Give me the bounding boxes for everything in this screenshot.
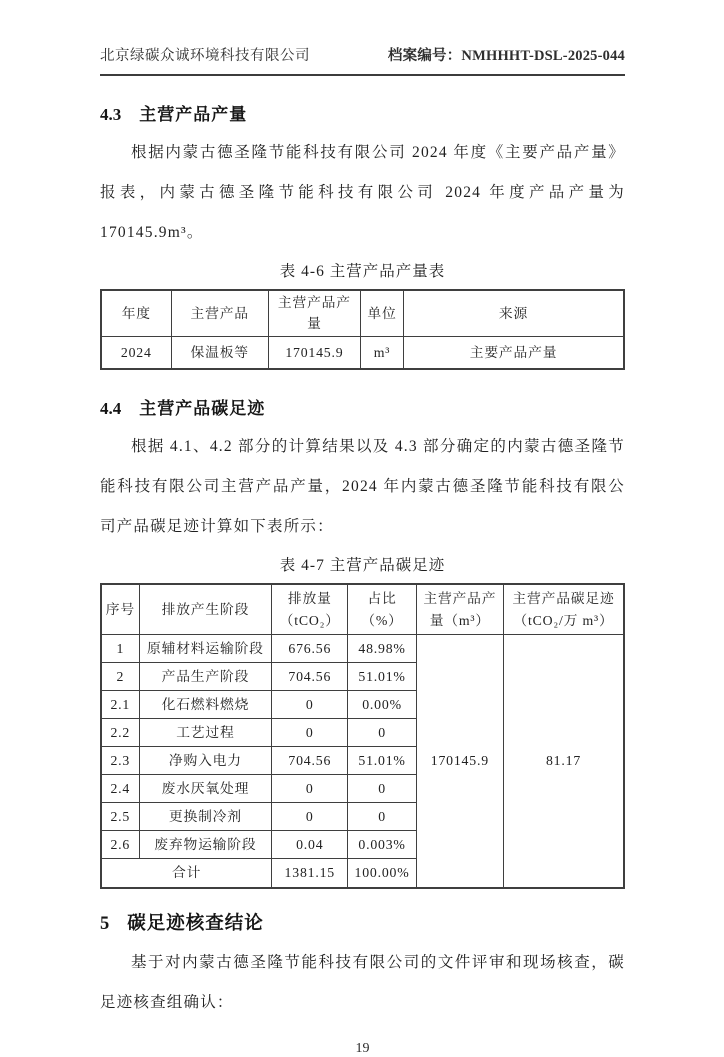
table-4-6-header-row [101,290,624,336]
table-cell: 2.2 [101,718,139,746]
table-cell: 2024 [101,336,171,369]
table-header-cell: 单位 [360,290,403,336]
table-header-cell: 主营产品产量（m³） [416,584,503,634]
table-cell: 2.5 [101,802,139,830]
table-4-6-caption: 表 4-6 主营产品产量表 [279,263,446,280]
table-cell: 0 [272,802,348,830]
table-cell: 0 [348,718,416,746]
section-4-4-title: 主营产品碳足迹 [139,399,266,419]
table-cell: 170145.9 [268,336,360,369]
table-4-7 [100,583,625,889]
table-row [101,336,624,369]
table-cell: 51.01% [348,746,416,774]
table-4-6 [100,289,625,370]
table-header-cell: 序号 [101,584,139,634]
table-cell: 0 [272,718,348,746]
section-5-title: 碳足迹核查结论 [127,914,264,935]
table-cell: 0 [272,774,348,802]
page-header [100,44,625,76]
table-cell: 废弃物运输阶段 [139,830,272,858]
table-cell: 原辅材料运输阶段 [139,634,272,662]
table-header-cell: 主营产品产量 [268,290,360,336]
table-header-cell: 主营产品碳足迹（tCO₂/万 m³） [504,584,625,634]
table-cell: 1 [101,634,139,662]
section-4-4-paragraph: 根据 4.1、4.2 部分的计算结果以及 4.3 部分确定的内蒙古德圣隆节能科技有限公司主营产品产量，2024 年内蒙古德圣隆节能科技有限公司产品碳足迹计算如下表所示： [100,438,625,536]
table-header-cell: 排放产生阶段 [139,584,272,634]
table-cell: 2 [101,662,139,690]
section-4-4-number: 4.4 [100,399,122,419]
table-4-7-caption: 表 4-7 主营产品碳足迹 [279,557,446,575]
table-4-7-header-row [101,584,624,634]
section-4-3-number: 4.3 [100,105,122,124]
table-cell: 净购入电力 [139,746,272,774]
table-cell: 0 [348,774,416,802]
table-cell-total-label: 合计 [101,858,272,888]
section-5-paragraph: 基于对内蒙古德圣隆节能科技有限公司的文件评审和现场核查，碳足迹核查组确认： [100,954,625,1012]
table-cell: 0.00% [348,690,416,718]
table-cell: 2.6 [101,830,139,858]
table-cell: 更换制冷剂 [139,802,272,830]
table-header-cell: 主营产品 [171,290,268,336]
table-cell: 48.98% [348,634,416,662]
section-5-number: 5 [100,914,110,935]
table-cell-total-emission: 1381.15 [272,858,348,888]
table-cell: m³ [360,336,403,369]
table-cell: 676.56 [272,634,348,662]
table-row [101,634,624,662]
table-cell: 保温板等 [171,336,268,369]
table-cell: 0 [348,802,416,830]
table-header-cell: 占比（%） [348,584,416,634]
table-cell: 产品生产阶段 [139,662,272,690]
table-cell: 0.04 [272,830,348,858]
table-cell: 工艺过程 [139,718,272,746]
table-header-cell: 排放量（tCO₂） [272,584,348,634]
table-cell-total-share: 100.00% [348,858,416,888]
table-cell-product-output: 170145.9 [416,634,503,888]
table-cell: 0 [272,690,348,718]
section-4-3-title: 主营产品产量 [139,105,248,124]
table-cell: 704.56 [272,746,348,774]
section-4-3-paragraph: 根据内蒙古德圣隆节能科技有限公司 2024 年度《主要产品产量》报表，内蒙古德圣隆节能科技有限公司 2024 年度产品产量为 170145.9m³。 [100,144,625,241]
header-company-name: 北京绿碳众诚环境科技有限公司 [100,48,310,64]
table-cell: 2.3 [101,746,139,774]
table-header-cell: 来源 [404,290,624,336]
page-number: 19 [355,1041,370,1057]
table-cell: 51.01% [348,662,416,690]
table-cell: 704.56 [272,662,348,690]
header-doc-number: 档案编号：NMHHHT-DSL-2025-044 [387,48,625,64]
table-cell: 2.1 [101,690,139,718]
section-4-4-heading [100,394,625,419]
table-cell: 主要产品产量 [404,336,624,369]
table-cell: 化石燃料燃烧 [139,690,272,718]
table-cell: 2.4 [101,774,139,802]
table-cell: 废水厌氧处理 [139,774,272,802]
table-header-cell: 年度 [101,290,171,336]
table-cell-footprint: 81.17 [504,634,625,888]
section-5-heading [100,909,625,935]
section-4-3-heading [100,100,625,125]
table-cell: 0.003% [348,830,416,858]
